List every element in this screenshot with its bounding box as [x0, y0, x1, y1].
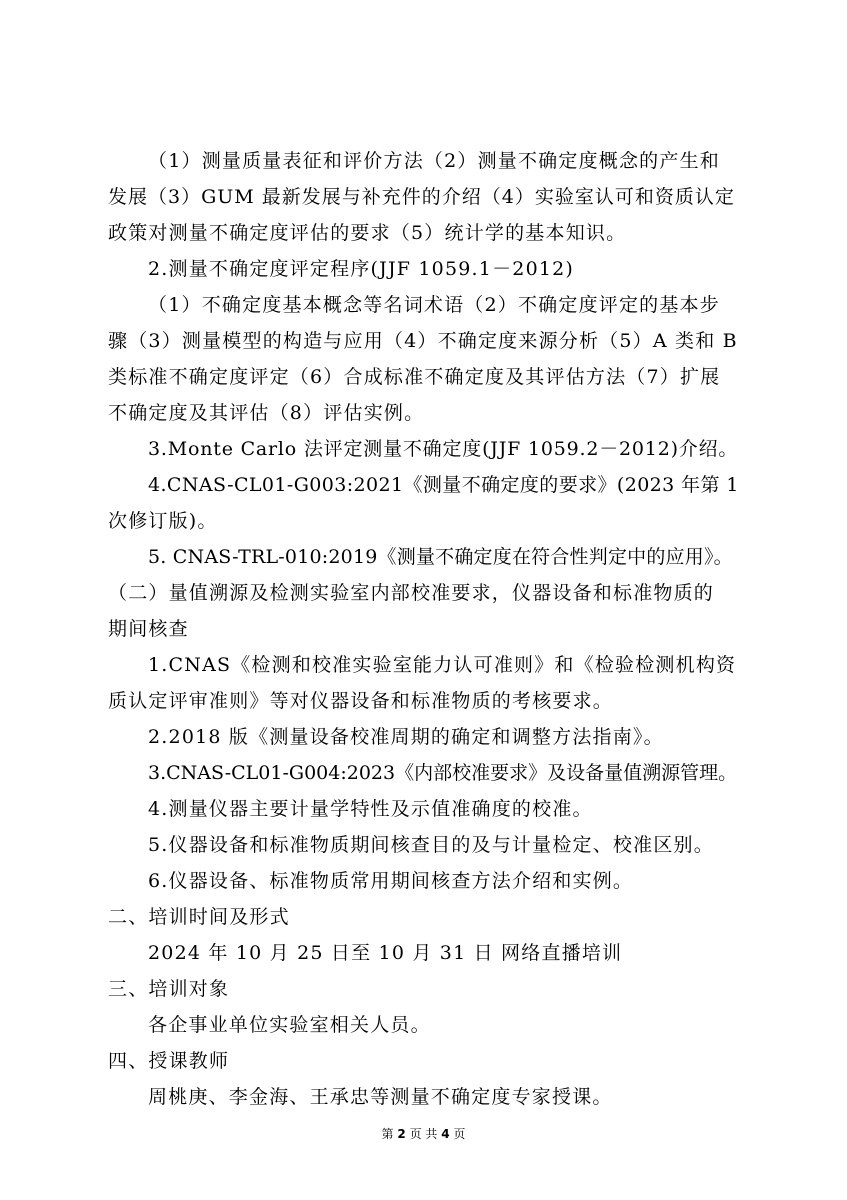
text-line: 三、培训对象: [108, 978, 230, 1000]
text-line: 政策对测量不确定度评估的要求（5）统计学的基本知识。: [108, 222, 627, 244]
text-line: 期间核查: [108, 618, 189, 640]
text-line: 2.测量不确定度评定程序(JJF 1059.1－2012): [148, 258, 575, 280]
footer-prefix: 第: [381, 1127, 394, 1141]
text-line: （1）测量质量表征和评价方法（2）测量不确定度概念的产生和: [148, 150, 720, 172]
text-line: 1.CNAS《检测和校准实验室能力认可准则》和《检验检测机构资: [148, 654, 737, 676]
text-line: 5.仪器设备和标准物质期间核查目的及与计量检定、校准区别。: [148, 834, 714, 856]
footer-total-pages: 4: [441, 1127, 450, 1141]
text-line: 周桃庚、李金海、王承忠等测量不确定度专家授课。: [148, 1086, 613, 1108]
text-line: 发展（3）GUM 最新发展与补充件的介绍（4）实验室认可和资质认定: [108, 186, 735, 208]
text-line: 骤（3）测量模型的构造与应用（4）不确定度来源分析（5）A 类和 B: [108, 330, 738, 352]
text-line: 3.CNAS-CL01-G004:2023《内部校准要求》及设备量值溯源管理。: [148, 762, 738, 784]
text-line: 5. CNAS-TRL-010:2019《测量不确定度在符合性判定中的应用》。: [148, 546, 733, 568]
footer-middle: 页 共: [409, 1127, 438, 1141]
text-line: 二、培训时间及形式: [108, 906, 290, 928]
text-line: 2024 年 10 月 25 日至 10 月 31 日 网络直播培训: [148, 942, 623, 964]
text-line: 次修订版)。: [108, 510, 218, 532]
text-line: 质认定评审准则》等对仪器设备和标准物质的考核要求。: [108, 690, 614, 712]
text-line: 6.仪器设备、标准物质常用期间核查方法介绍和实例。: [148, 870, 634, 892]
footer-page-number: 2: [397, 1127, 406, 1141]
footer-suffix: 页: [453, 1127, 466, 1141]
page-footer: [0, 1126, 847, 1142]
text-line: 不确定度及其评估（8）评估实例。: [108, 402, 425, 424]
document-body: [108, 143, 740, 1115]
text-line: 4.测量仪器主要计量学特性及示值准确度的校准。: [148, 798, 593, 820]
text-line: 2.2018 版《测量设备校准周期的确定和调整方法指南》。: [148, 726, 664, 748]
text-line: 4.CNAS-CL01-G003:2021《测量不确定度的要求》(2023 年第 1: [148, 474, 739, 496]
text-line: （二）量值溯源及检测实验室内部校准要求，仪器设备和标准物质的: [108, 582, 715, 604]
text-line: （1）不确定度基本概念等名词术语（2）不确定度评定的基本步: [148, 294, 720, 316]
text-line: 各企事业单位实验室相关人员。: [148, 1014, 431, 1036]
text-line: 四、授课教师: [108, 1050, 230, 1072]
text-line: 3.Monte Carlo 法评定测量不确定度(JJF 1059.2－2012)介绍。: [148, 438, 739, 460]
text-line: 类标准不确定度评定（6）合成标准不确定度及其评估方法（7）扩展: [108, 366, 721, 388]
